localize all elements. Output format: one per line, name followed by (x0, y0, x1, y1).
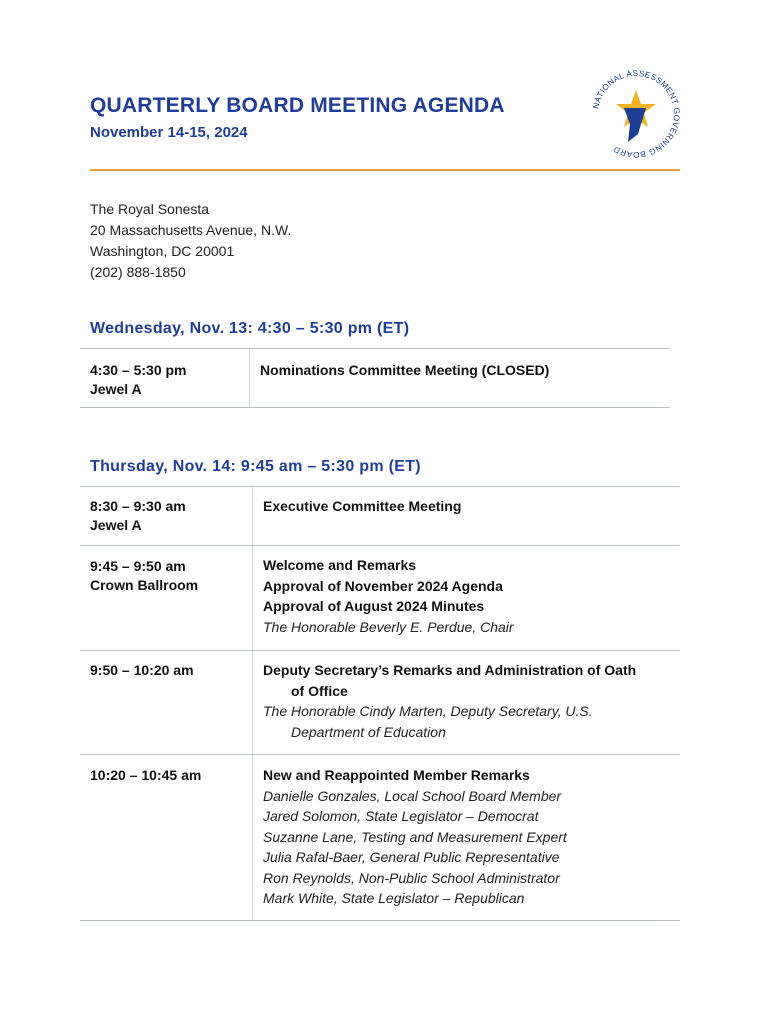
session-time: 9:45 – 9:50 am (90, 558, 186, 574)
session-time-cell (90, 766, 201, 785)
session-details (263, 555, 683, 637)
session-title: New and Reappointed Member Remarks (263, 767, 530, 783)
day-heading-wednesday: Wednesday, Nov. 13: 4:30 – 5:30 pm (ET) (90, 320, 410, 337)
session-speaker: Danielle Gonzales, Local School Board Member (263, 787, 562, 804)
session-location: Jewel A (90, 517, 142, 533)
table-rule (80, 486, 680, 487)
table-rule (80, 407, 670, 408)
venue-name: The Royal Sonesta (90, 201, 210, 217)
session-title: Nominations Committee Meeting (CLOSED) (260, 362, 550, 378)
session-time-cell (90, 497, 186, 535)
session-location: Jewel A (90, 381, 142, 397)
session-location: Crown Ballroom (90, 577, 199, 593)
session-time: 4:30 – 5:30 pm (90, 362, 187, 378)
session-speaker: Jared Solomon, State Legislator – Democrat (263, 808, 539, 824)
session-details (263, 496, 683, 517)
page-title: QUARTERLY BOARD MEETING AGENDA (90, 94, 505, 117)
session-title-continued: of Office (291, 682, 348, 699)
table-rule (80, 348, 670, 349)
session-speaker: The Honorable Cindy Marten, Deputy Secretary, U.S. (263, 703, 593, 719)
session-title: Deputy Secretary’s Remarks and Administration of Oath (263, 662, 637, 678)
session-time: 10:20 – 10:45 am (90, 767, 202, 783)
star-icon (616, 90, 656, 142)
table-rule (80, 920, 680, 921)
session-time: 9:50 – 10:20 am (90, 662, 194, 678)
session-title: Approval of August 2024 Minutes (263, 598, 485, 614)
session-details (260, 360, 680, 381)
column-divider (249, 349, 250, 407)
venue-city: Washington, DC 20001 (90, 243, 235, 259)
table-rule (80, 545, 680, 546)
session-details (263, 660, 683, 742)
governing-board-logo (586, 64, 686, 164)
session-speaker-continued: Department of Education (291, 723, 446, 740)
session-title: Executive Committee Meeting (263, 498, 462, 514)
session-time-cell (90, 557, 198, 595)
session-time-cell (90, 361, 187, 399)
session-title: Welcome and Remarks (263, 557, 417, 573)
session-details (263, 765, 683, 909)
venue-address (90, 199, 291, 283)
session-speaker: Suzanne Lane, Testing and Measurement Expert (263, 828, 567, 845)
meeting-dates: November 14-15, 2024 (90, 124, 248, 141)
header-divider (90, 169, 680, 171)
session-speaker: Ron Reynolds, Non-Public School Administrator (263, 869, 560, 886)
table-rule (80, 650, 680, 651)
svg-text:NATIONAL ASSESSMENT GOVERNING: NATIONAL ASSESSMENT GOVERNING BOARD (591, 68, 682, 160)
venue-street: 20 Massachusetts Avenue, N.W. (90, 222, 292, 238)
venue-phone: (202) 888-1850 (90, 264, 186, 280)
session-speaker: Mark White, State Legislator – Republican (263, 890, 525, 906)
session-speaker: Julia Rafal-Baer, General Public Representative (263, 849, 560, 865)
day-heading-thursday: Thursday, Nov. 14: 9:45 am – 5:30 pm (ET) (90, 458, 421, 475)
session-time-cell (90, 661, 194, 680)
column-divider (252, 487, 253, 921)
table-rule (80, 754, 680, 755)
session-speaker: The Honorable Beverly E. Perdue, Chair (263, 618, 514, 635)
session-time: 8:30 – 9:30 am (90, 498, 186, 514)
session-title: Approval of November 2024 Agenda (263, 577, 503, 594)
